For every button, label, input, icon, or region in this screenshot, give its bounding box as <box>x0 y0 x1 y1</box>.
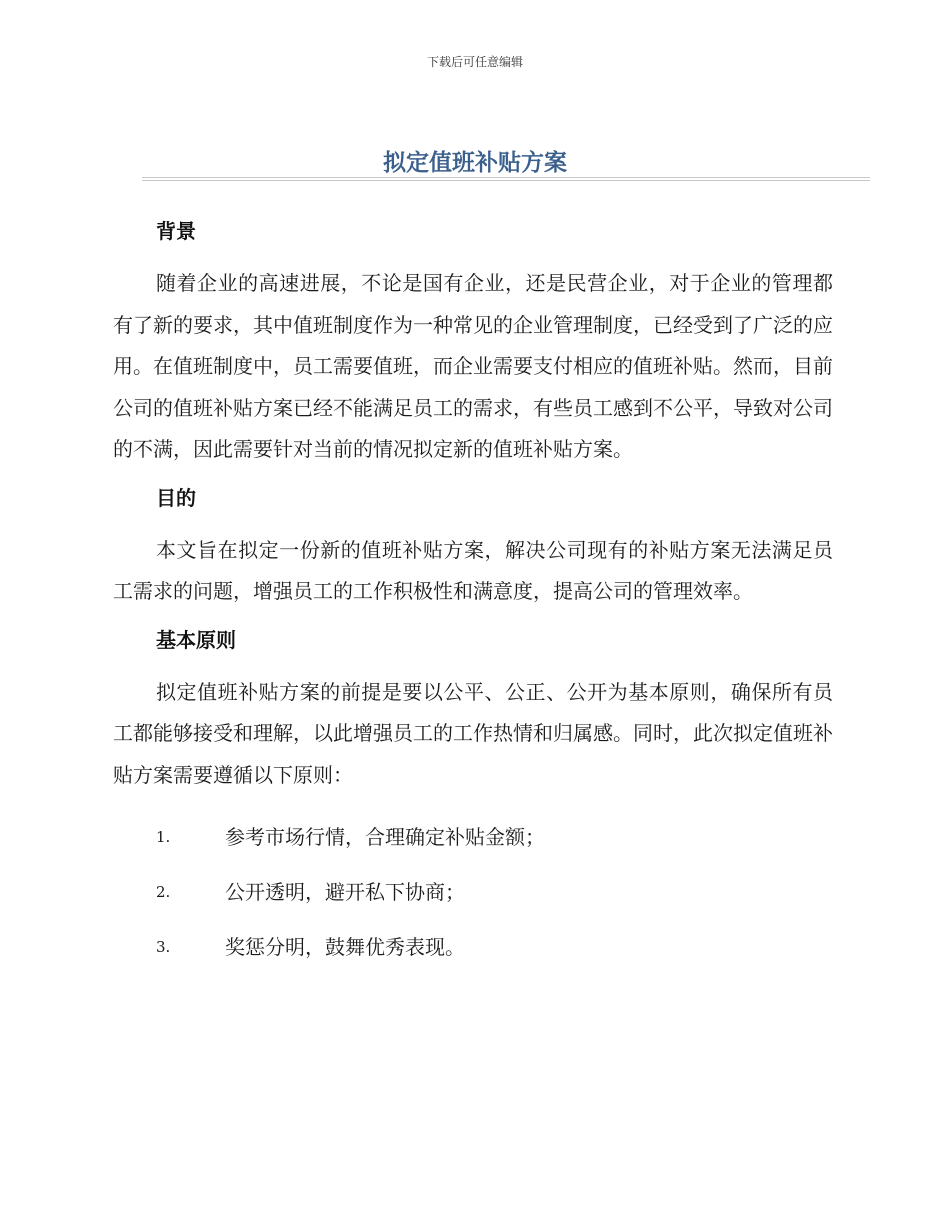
list-item-number: 2. <box>156 883 171 901</box>
list-item <box>113 822 833 877</box>
list-item <box>113 877 833 932</box>
title-divider <box>142 177 870 181</box>
list-item-text: 参考市场行情，合理确定补贴金额； <box>225 825 545 849</box>
list-item-text: 公开透明，避开私下协商； <box>225 880 465 904</box>
paragraph-principles: 拟定值班补贴方案的前提是要以公平、公正、公开为基本原则，确保所有员工都能够接受和理解，以此增强员工的工作热情和归属感。同时，此次拟定值班补贴方案需要遵循以下原则： <box>113 679 833 787</box>
list-item-number: 1. <box>156 828 171 846</box>
page-header: 下载后可任意编辑 <box>426 55 523 69</box>
section-heading-purpose: 目的 <box>156 485 196 510</box>
paragraph-background: 随着企业的高速进展，不论是国有企业，还是民营企业，对于企业的管理都有了新的要求，其中值班制度作为一种常见的企业管理制度，已经受到了广泛的应用。在值班制度中，员工需要值班，而企业需要支付相应的值班补贴。然而，目前公司的值班补贴方案已经不能满足员工的需求，有些员工感到不公平，导致对公司的不满，因此需要针对当前的情况拟定新的值班补贴方案。 <box>113 271 833 461</box>
principles-list <box>113 822 833 987</box>
list-item-text: 奖惩分明，鼓舞优秀表现。 <box>225 935 465 959</box>
list-item-number: 3. <box>156 938 171 956</box>
section-heading-background: 背景 <box>156 219 196 243</box>
list-item <box>113 932 833 987</box>
document-title: 拟定值班补贴方案 <box>383 150 567 176</box>
document-body <box>113 208 833 987</box>
section-heading-principles: 基本原则 <box>156 627 236 652</box>
paragraph-purpose: 本文旨在拟定一份新的值班补贴方案，解决公司现有的补贴方案无法满足员工需求的问题，增强员工的工作积极性和满意度，提高公司的管理效率。 <box>113 537 833 603</box>
